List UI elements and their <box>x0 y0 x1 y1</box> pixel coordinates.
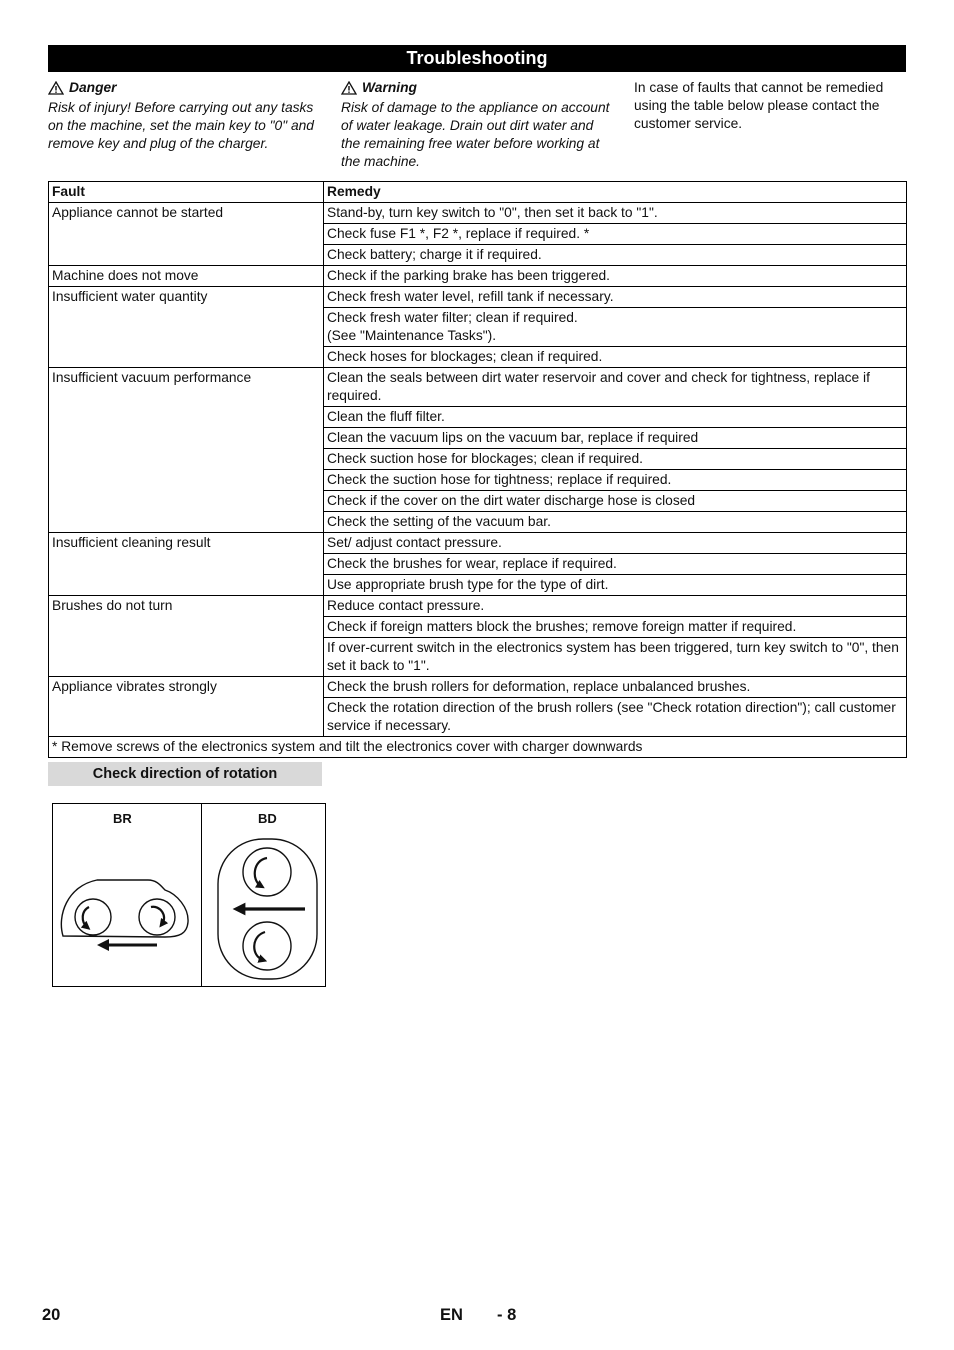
warning-text: Risk of damage to the appliance on account of water leakage. Drain out dirt water and the remaining free water before working at the machine. <box>341 100 610 169</box>
remedy-cell: Clean the fluff filter. <box>324 407 907 428</box>
remedy-cell: Stand-by, turn key switch to "0", then set it back to "1". <box>324 203 907 224</box>
bd-label: BD <box>258 811 277 826</box>
bd-bottom-rotation-arrow-icon <box>254 932 265 960</box>
rotation-diagram <box>52 803 326 987</box>
br-left-rotation-arrow-icon <box>83 907 89 927</box>
warning-heading: Warning <box>362 80 417 95</box>
fault-cell: Machine does not move <box>49 266 324 287</box>
remedy-cell: Check fresh water level, refill tank if necessary. <box>324 287 907 308</box>
rotation-section-heading: Check direction of rotation <box>48 762 322 786</box>
remedy-cell: Check if foreign matters block the brushes; remove foreign matter if required. <box>324 617 907 638</box>
table-body <box>49 203 907 758</box>
remedy-cell: Set/ adjust contact pressure. <box>324 533 907 554</box>
brush-rotation-drawing <box>53 804 325 986</box>
remedy-cell: Check fuse F1 *, F2 *, replace if required. * <box>324 224 907 245</box>
fault-cell: Insufficient cleaning result <box>49 533 324 596</box>
footnote-row <box>49 737 907 758</box>
remedy-cell: Use appropriate brush type for the type of dirt. <box>324 575 907 596</box>
br-right-rotation-arrow-icon <box>151 907 164 924</box>
fault-cell: Appliance vibrates strongly <box>49 677 324 737</box>
remedy-column-header: Remedy <box>324 182 907 203</box>
page-title: Troubleshooting <box>48 45 906 72</box>
fault-cell: Appliance cannot be started <box>49 203 324 266</box>
br-housing-outline <box>61 880 188 937</box>
warning-triangle-icon <box>48 81 64 95</box>
warning-triangle-icon <box>341 81 357 95</box>
remedy-cell: Check the brush rollers for deformation, replace unbalanced brushes. <box>324 677 907 698</box>
troubleshooting-table <box>48 181 907 758</box>
fault-cell: Insufficient vacuum performance <box>49 368 324 533</box>
danger-text: Risk of injury! Before carrying out any tasks on the machine, set the main key to "0" and remove key and plug of the charger. <box>48 100 314 151</box>
intro-note <box>634 79 906 133</box>
warning-notice <box>341 79 613 171</box>
table-row <box>49 203 907 224</box>
remedy-cell: Check hoses for blockages; clean if required. <box>324 347 907 368</box>
language-code: EN <box>440 1306 463 1324</box>
danger-heading-row <box>48 79 320 97</box>
br-label: BR <box>113 811 132 826</box>
fault-cell: Brushes do not turn <box>49 596 324 677</box>
remedy-cell: Reduce contact pressure. <box>324 596 907 617</box>
remedy-cell: Check if the parking brake has been triggered. <box>324 266 907 287</box>
remedy-cell: Check the rotation direction of the brush rollers (see "Check rotation direction"); call customer service if necessary. <box>324 698 907 737</box>
table-row <box>49 266 907 287</box>
bd-top-disc <box>243 848 291 896</box>
br-right-roller <box>139 899 175 935</box>
br-left-roller <box>75 899 111 935</box>
footnote-cell: * Remove screws of the electronics system and tilt the electronics cover with charger downwards <box>49 737 907 758</box>
fault-column-header: Fault <box>49 182 324 203</box>
remedy-cell: Clean the vacuum lips on the vacuum bar, replace if required <box>324 428 907 449</box>
table-row <box>49 368 907 407</box>
remedy-cell: Check the setting of the vacuum bar. <box>324 512 907 533</box>
danger-notice <box>48 79 320 153</box>
bd-top-rotation-arrow-icon <box>255 858 267 886</box>
sub-page-number: - 8 <box>497 1306 517 1324</box>
table-row <box>49 287 907 308</box>
remedy-cell: If over-current switch in the electronics system has been triggered, turn key switch to "0", then set it back to "1". <box>324 638 907 677</box>
remedy-cell: Clean the seals between dirt water reservoir and cover and check for tightness, replace if required. <box>324 368 907 407</box>
remedy-cell: Check fresh water filter; clean if required. (See "Maintenance Tasks"). <box>324 308 907 347</box>
table-header-row <box>49 182 907 203</box>
remedy-cell: Check battery; charge it if required. <box>324 245 907 266</box>
remedy-cell: Check the suction hose for tightness; replace if required. <box>324 470 907 491</box>
intro-text: In case of faults that cannot be remedied using the table below please contact the customer service. <box>634 80 884 131</box>
bd-bottom-disc <box>243 922 291 970</box>
danger-heading: Danger <box>69 80 117 95</box>
table-row <box>49 596 907 617</box>
remedy-cell: Check suction hose for blockages; clean if required. <box>324 449 907 470</box>
warning-heading-row <box>341 79 613 97</box>
remedy-cell: Check the brushes for wear, replace if required. <box>324 554 907 575</box>
table-row <box>49 533 907 554</box>
remedy-cell: Check if the cover on the dirt water discharge hose is closed <box>324 491 907 512</box>
page-number: 20 <box>42 1306 61 1324</box>
fault-cell: Insufficient water quantity <box>49 287 324 368</box>
table-row <box>49 677 907 698</box>
